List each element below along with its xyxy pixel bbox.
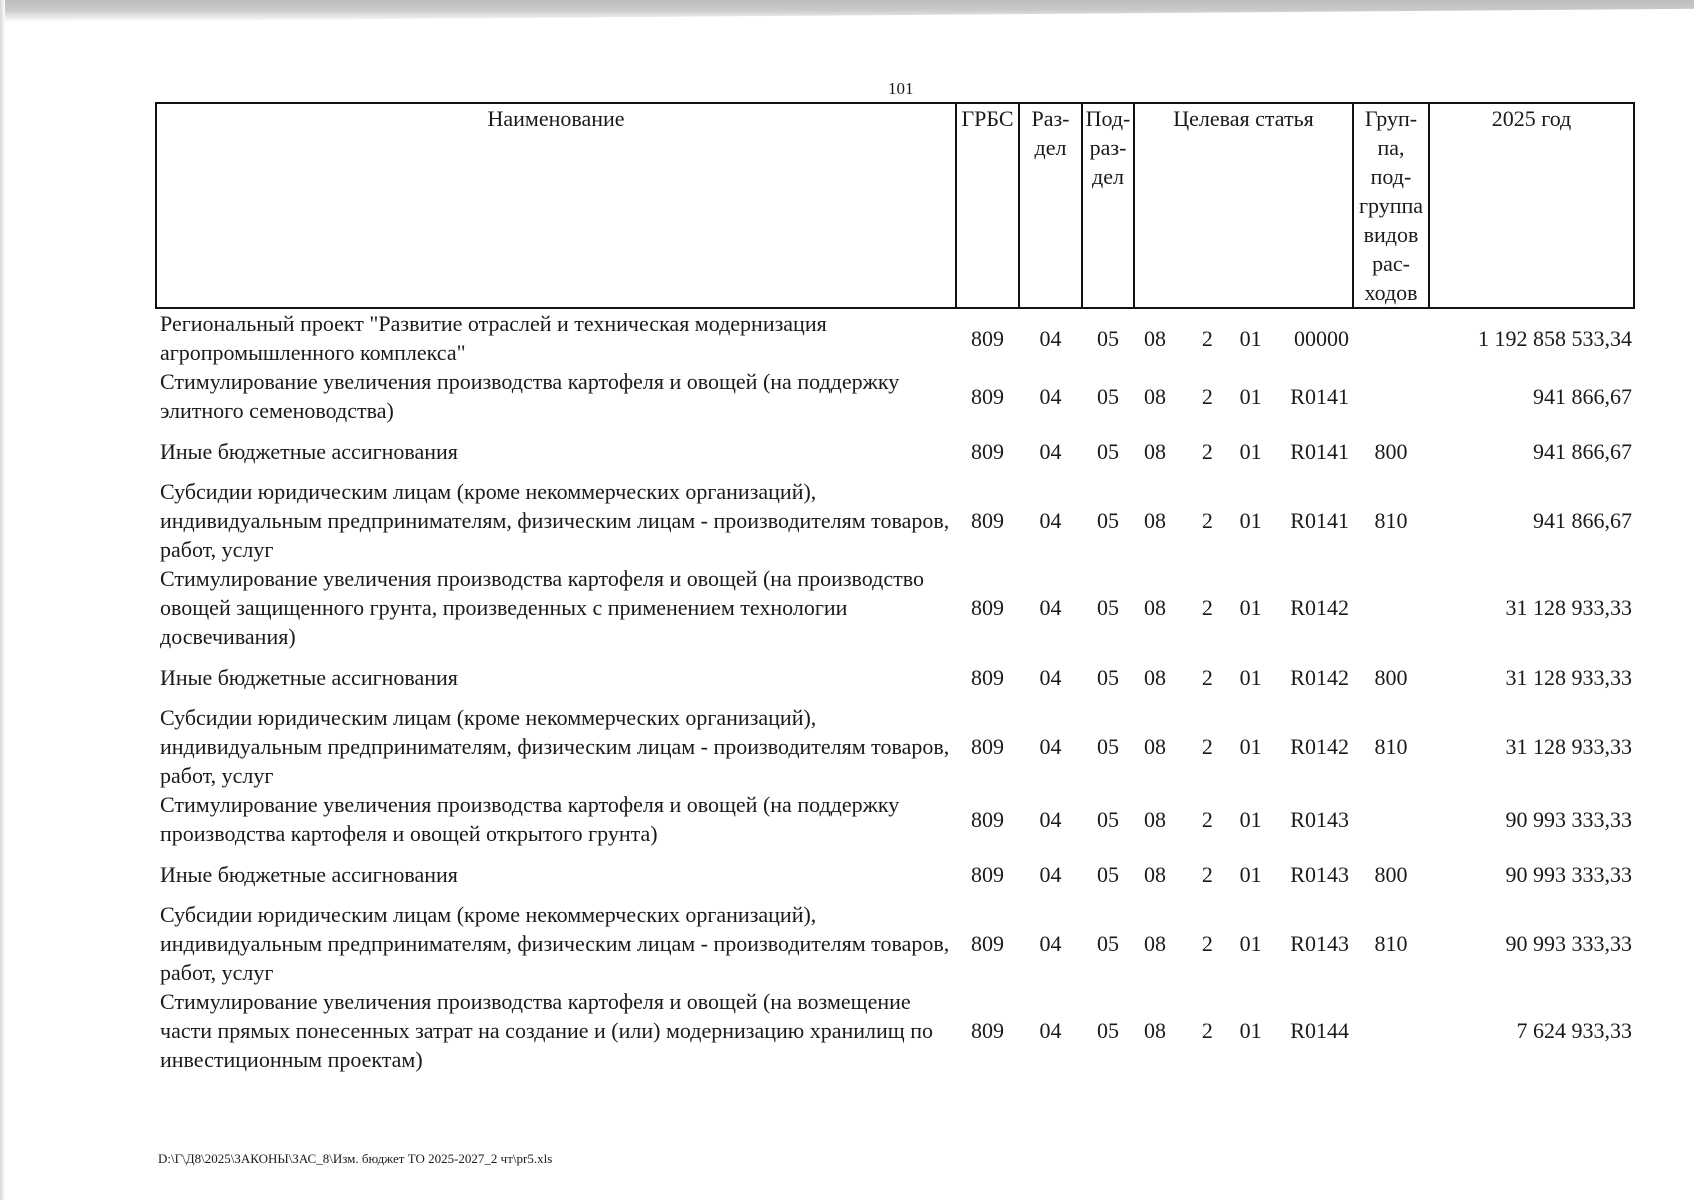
header-grbs-label: ГРБС [961, 106, 1014, 131]
cell-grbs: 809 [971, 664, 1004, 690]
target-code [1134, 663, 1353, 692]
cell-podrazdel: 05 [1097, 734, 1119, 759]
header-group-label: Груп- па, под- группа видов рас- ходов [1358, 106, 1424, 305]
target-code-t4: 00000 [1293, 325, 1349, 351]
cell-name: Стимулирование увеличения производства картофеля и овощей (на поддержку элитного семеноводства) [160, 369, 900, 423]
cell-group: 810 [1374, 931, 1408, 956]
cell-target [1134, 790, 1353, 848]
cell-podrazdel: 05 [1097, 508, 1119, 533]
target-code [1134, 437, 1353, 466]
table-row [156, 651, 1634, 703]
cell-podrazdel: 05 [1097, 1018, 1119, 1043]
cell-razdel: 04 [1039, 383, 1062, 409]
target-code-t3: 01 [1239, 595, 1262, 620]
cell-razdel: 04 [1039, 1018, 1062, 1043]
header-target [1134, 103, 1353, 308]
cell-target [1134, 477, 1353, 564]
target-code-t4: R0143 [1290, 931, 1349, 956]
cell-amount: 90 993 333,33 [1505, 931, 1632, 956]
cell-amount: 31 128 933,33 [1505, 664, 1632, 690]
cell-group: 810 [1374, 734, 1408, 759]
cell-grbs: 809 [971, 861, 1004, 887]
target-code-t2: 2 [1201, 931, 1213, 956]
cell-grbs: 809 [971, 806, 1004, 832]
target-code-t2: 2 [1201, 508, 1213, 533]
cell-name: Региональный проект "Развитие отраслей и техническая модернизация агропромышленного комплекса" [160, 311, 827, 365]
cell-grbs: 809 [971, 931, 1004, 956]
cell-amount: 31 128 933,33 [1505, 595, 1632, 620]
cell-name: Субсидии юридическим лицам (кроме некоммерческих организаций), индивидуальным предпринимателям, физическим лицам - производителям товаров, работ, услуг [160, 705, 950, 788]
cell-amount: 90 993 333,33 [1505, 861, 1632, 887]
target-code-t4: R0142 [1290, 595, 1349, 620]
target-code [1134, 382, 1353, 411]
cell-target [1134, 564, 1353, 651]
cell-name: Субсидии юридическим лицам (кроме некоммерческих организаций), индивидуальным предпринимателям, физическим лицам - производителям товаров, работ, услуг [160, 902, 950, 985]
target-code-t3: 01 [1239, 664, 1262, 690]
cell-grbs: 809 [971, 1018, 1004, 1043]
cell-grbs: 809 [971, 508, 1004, 533]
cell-amount: 90 993 333,33 [1505, 806, 1632, 832]
cell-name: Субсидии юридическим лицам (кроме некоммерческих организаций), индивидуальным предпринимателям, физическим лицам - производителям товаров, работ, услуг [160, 479, 950, 562]
target-code-t2: 2 [1201, 595, 1213, 620]
header-razdel [1019, 103, 1082, 308]
cell-podrazdel: 05 [1097, 383, 1119, 409]
target-code-t1: 08 [1144, 931, 1166, 956]
target-code-t3: 01 [1239, 734, 1262, 759]
target-code-t2: 2 [1201, 325, 1213, 351]
target-code-t4: R0144 [1290, 1018, 1349, 1043]
cell-podrazdel: 05 [1097, 931, 1119, 956]
cell-name: Стимулирование увеличения производства картофеля и овощей (на поддержку производства картофеля и овощей открытого грунта) [160, 792, 900, 846]
cell-name: Иные бюджетные ассигнования [160, 664, 458, 690]
target-code-t2: 2 [1201, 383, 1213, 409]
target-code-t4: R0142 [1290, 734, 1349, 759]
cell-grbs: 809 [971, 438, 1004, 464]
cell-name: Иные бюджетные ассигнования [160, 861, 458, 887]
target-code-t4: R0141 [1290, 438, 1349, 464]
target-code-t2: 2 [1201, 734, 1213, 759]
cell-group: 810 [1374, 508, 1408, 533]
scan-border-left [0, 0, 5, 1200]
target-code-t1: 08 [1144, 325, 1166, 351]
target-code-t3: 01 [1239, 806, 1262, 832]
target-code [1134, 324, 1353, 353]
table-row [156, 703, 1634, 790]
cell-razdel: 04 [1039, 595, 1062, 620]
target-code [1134, 805, 1353, 834]
target-code-t4: R0141 [1290, 383, 1349, 409]
cell-target [1134, 425, 1353, 477]
cell-razdel: 04 [1039, 734, 1062, 759]
target-code-t3: 01 [1239, 383, 1262, 409]
target-code [1134, 1016, 1353, 1045]
target-code-t3: 01 [1239, 508, 1262, 533]
cell-podrazdel: 05 [1097, 806, 1119, 832]
target-code-t1: 08 [1144, 595, 1166, 620]
page-number: 101 [888, 79, 914, 98]
header-podrazdel-label: Под- раз- дел [1085, 106, 1131, 189]
header-target-label: Целевая статья [1173, 106, 1314, 131]
cell-razdel: 04 [1039, 931, 1062, 956]
target-code-t4: R0141 [1290, 508, 1349, 533]
target-code [1134, 593, 1353, 622]
target-code-t1: 08 [1144, 861, 1166, 887]
target-code-t4: R0143 [1290, 806, 1349, 832]
budget-table [155, 102, 1635, 1074]
table-row [156, 308, 1634, 367]
scan-border-top [0, 0, 1694, 22]
header-name-label: Наименование [487, 106, 625, 131]
header-amount [1429, 103, 1634, 308]
cell-razdel: 04 [1039, 438, 1062, 464]
cell-podrazdel: 05 [1097, 861, 1119, 887]
cell-target [1134, 987, 1353, 1074]
cell-amount: 31 128 933,33 [1505, 734, 1632, 759]
header-podrazdel [1082, 103, 1134, 308]
table-row [156, 848, 1634, 900]
cell-podrazdel: 05 [1097, 664, 1119, 690]
cell-group [1353, 987, 1429, 1074]
cell-group: 800 [1374, 664, 1408, 690]
footer-file-path: D:\Г\Д8\2025\ЗАКОНЫ\ЗАС_8\Изм. бюджет ТО 2025-2027_2 чт\pr5.xls [158, 1151, 553, 1166]
table-row [156, 790, 1634, 848]
cell-amount: 7 624 933,33 [1516, 1018, 1632, 1043]
cell-razdel: 04 [1039, 806, 1062, 832]
target-code-t4: R0143 [1290, 861, 1349, 887]
target-code [1134, 506, 1353, 535]
table-row [156, 367, 1634, 425]
table-header-row [156, 103, 1634, 308]
cell-target [1134, 367, 1353, 425]
cell-grbs: 809 [971, 734, 1004, 759]
target-code-t1: 08 [1144, 508, 1166, 533]
header-group [1353, 103, 1429, 308]
target-code-t4: R0142 [1290, 664, 1349, 690]
target-code-t1: 08 [1144, 734, 1166, 759]
table-row [156, 425, 1634, 477]
table-row [156, 477, 1634, 564]
target-code-t1: 08 [1144, 438, 1166, 464]
cell-target [1134, 848, 1353, 900]
target-code-t1: 08 [1144, 664, 1166, 690]
cell-name: Иные бюджетные ассигнования [160, 438, 458, 464]
cell-group [1353, 564, 1429, 651]
cell-podrazdel: 05 [1097, 595, 1119, 620]
cell-razdel: 04 [1039, 664, 1062, 690]
target-code-t1: 08 [1144, 806, 1166, 832]
target-code-t3: 01 [1239, 931, 1262, 956]
cell-podrazdel: 05 [1097, 438, 1119, 464]
target-code-t3: 01 [1239, 438, 1262, 464]
cell-grbs: 809 [971, 595, 1004, 620]
target-code-t3: 01 [1239, 325, 1262, 351]
cell-razdel: 04 [1039, 325, 1062, 351]
cell-amount: 1 192 858 533,34 [1478, 325, 1632, 351]
cell-name: Стимулирование увеличения производства картофеля и овощей (на производство овощей защищенного грунта, произведенных с применением технологии досвечивания) [160, 566, 924, 649]
cell-target [1134, 308, 1353, 367]
target-code-t1: 08 [1144, 1018, 1166, 1043]
cell-target [1134, 703, 1353, 790]
cell-grbs: 809 [971, 383, 1004, 409]
target-code-t2: 2 [1201, 806, 1213, 832]
cell-group: 800 [1374, 861, 1408, 887]
cell-razdel: 04 [1039, 508, 1062, 533]
header-razdel-label: Раз- дел [1031, 106, 1070, 160]
target-code-t2: 2 [1201, 438, 1213, 464]
cell-name: Стимулирование увеличения производства картофеля и овощей (на возмещение части прямых понесенных затрат на создание и (или) модернизацию хранилищ по инвестиционным проектам) [160, 989, 933, 1072]
cell-group [1353, 308, 1429, 367]
target-code-t2: 2 [1201, 664, 1213, 690]
cell-amount: 941 866,67 [1533, 508, 1632, 533]
cell-amount: 941 866,67 [1533, 383, 1632, 409]
target-code-t1: 08 [1144, 383, 1166, 409]
target-code [1134, 732, 1353, 761]
cell-target [1134, 651, 1353, 703]
target-code-t3: 01 [1239, 1018, 1262, 1043]
cell-podrazdel: 05 [1097, 325, 1119, 351]
target-code [1134, 929, 1353, 958]
target-code-t2: 2 [1201, 861, 1213, 887]
target-code-t2: 2 [1201, 1018, 1213, 1043]
cell-razdel: 04 [1039, 861, 1062, 887]
target-code-t3: 01 [1239, 861, 1262, 887]
cell-group [1353, 367, 1429, 425]
table-row [156, 900, 1634, 987]
cell-grbs: 809 [971, 325, 1004, 351]
target-code [1134, 860, 1353, 889]
table-body [156, 308, 1634, 1074]
cell-target [1134, 900, 1353, 987]
cell-amount: 941 866,67 [1533, 438, 1632, 464]
cell-group [1353, 790, 1429, 848]
header-amount-label: 2025 год [1491, 106, 1572, 131]
header-name [156, 103, 956, 308]
header-grbs [956, 103, 1019, 308]
table-row [156, 564, 1634, 651]
cell-group: 800 [1374, 438, 1408, 464]
table-row [156, 987, 1634, 1074]
